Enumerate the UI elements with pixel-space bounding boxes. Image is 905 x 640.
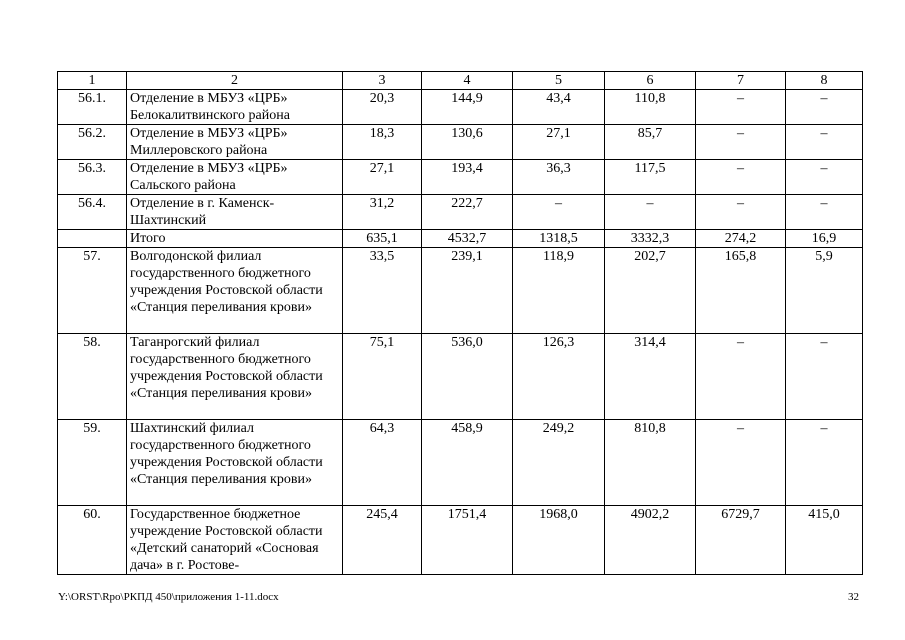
value-cell: 193,4 [422, 160, 513, 195]
row-number-cell: 56.1. [58, 90, 127, 125]
value-cell: 635,1 [343, 230, 422, 248]
value-cell: – [605, 195, 696, 230]
value-cell: 33,5 [343, 248, 422, 334]
value-cell: – [696, 125, 786, 160]
value-cell: – [696, 334, 786, 420]
table-row [58, 90, 863, 125]
value-cell: – [786, 125, 863, 160]
footer-file-path: Y:\ORST\Rpo\РКПД 450\приложения 1-11.docx [58, 591, 279, 603]
value-cell: 458,9 [422, 420, 513, 506]
header-cell: 4 [422, 72, 513, 90]
header-cell: 5 [513, 72, 605, 90]
value-cell: – [786, 90, 863, 125]
row-number-cell: 57. [58, 248, 127, 334]
value-cell: 249,2 [513, 420, 605, 506]
table-row [58, 195, 863, 230]
value-cell: 130,6 [422, 125, 513, 160]
value-cell: – [696, 90, 786, 125]
header-cell: 6 [605, 72, 696, 90]
value-cell: 5,9 [786, 248, 863, 334]
value-cell: 16,9 [786, 230, 863, 248]
header-cell: 8 [786, 72, 863, 90]
row-name-cell: Государственное бюджетное учреждение Ростовской области «Детский санаторий «Сосновая дача» в г. Ростове- [127, 506, 343, 575]
value-cell: 1968,0 [513, 506, 605, 575]
total-row [58, 230, 863, 248]
value-cell: 31,2 [343, 195, 422, 230]
value-cell: 27,1 [513, 125, 605, 160]
row-number-cell: 56.3. [58, 160, 127, 195]
value-cell: 27,1 [343, 160, 422, 195]
table-row [58, 248, 863, 334]
row-name-cell: Отделение в МБУЗ «ЦРБ» Белокалитвинского района [127, 90, 343, 125]
value-cell: 3332,3 [605, 230, 696, 248]
value-cell: – [513, 195, 605, 230]
value-cell: – [696, 195, 786, 230]
value-cell: 36,3 [513, 160, 605, 195]
row-number-cell: 59. [58, 420, 127, 506]
value-cell: – [786, 334, 863, 420]
table-header-row [58, 72, 863, 90]
data-table [57, 71, 863, 575]
value-cell: 536,0 [422, 334, 513, 420]
value-cell: 202,7 [605, 248, 696, 334]
value-cell: 18,3 [343, 125, 422, 160]
row-name-cell: Волгодонской филиал государственного бюджетного учреждения Ростовской области «Станция переливания крови» [127, 248, 343, 334]
value-cell: 75,1 [343, 334, 422, 420]
value-cell: 6729,7 [696, 506, 786, 575]
table-row [58, 420, 863, 506]
value-cell: 64,3 [343, 420, 422, 506]
row-number-cell: 56.4. [58, 195, 127, 230]
value-cell: 239,1 [422, 248, 513, 334]
row-number-cell: 60. [58, 506, 127, 575]
row-name-cell: Таганрогский филиал государственного бюджетного учреждения Ростовской области «Станция переливания крови» [127, 334, 343, 420]
value-cell: 415,0 [786, 506, 863, 575]
row-name-cell: Отделение в МБУЗ «ЦРБ» Сальского района [127, 160, 343, 195]
total-label: Итого [127, 230, 343, 248]
value-cell: – [696, 160, 786, 195]
row-number-cell [58, 230, 127, 248]
header-cell: 7 [696, 72, 786, 90]
value-cell: 810,8 [605, 420, 696, 506]
value-cell: 1318,5 [513, 230, 605, 248]
row-number-cell: 58. [58, 334, 127, 420]
header-cell: 2 [127, 72, 343, 90]
table-row [58, 334, 863, 420]
value-cell: 43,4 [513, 90, 605, 125]
row-name-cell: Отделение в МБУЗ «ЦРБ» Миллеровского района [127, 125, 343, 160]
value-cell: – [696, 420, 786, 506]
value-cell: 126,3 [513, 334, 605, 420]
value-cell: 222,7 [422, 195, 513, 230]
value-cell: 314,4 [605, 334, 696, 420]
value-cell: 118,9 [513, 248, 605, 334]
header-cell: 3 [343, 72, 422, 90]
value-cell: 165,8 [696, 248, 786, 334]
header-cell: 1 [58, 72, 127, 90]
value-cell: 4902,2 [605, 506, 696, 575]
value-cell: 144,9 [422, 90, 513, 125]
table-row [58, 506, 863, 575]
row-name-cell: Отделение в г. Каменск-Шахтинский [127, 195, 343, 230]
value-cell: – [786, 160, 863, 195]
table-row [58, 125, 863, 160]
table-row [58, 160, 863, 195]
value-cell: 117,5 [605, 160, 696, 195]
value-cell: 4532,7 [422, 230, 513, 248]
row-name-cell: Шахтинский филиал государственного бюджетного учреждения Ростовской области «Станция переливания крови» [127, 420, 343, 506]
value-cell: 245,4 [343, 506, 422, 575]
row-number-cell: 56.2. [58, 125, 127, 160]
value-cell: – [786, 195, 863, 230]
value-cell: 274,2 [696, 230, 786, 248]
value-cell: 20,3 [343, 90, 422, 125]
value-cell: – [786, 420, 863, 506]
page-number: 32 [848, 591, 859, 603]
value-cell: 1751,4 [422, 506, 513, 575]
value-cell: 110,8 [605, 90, 696, 125]
value-cell: 85,7 [605, 125, 696, 160]
